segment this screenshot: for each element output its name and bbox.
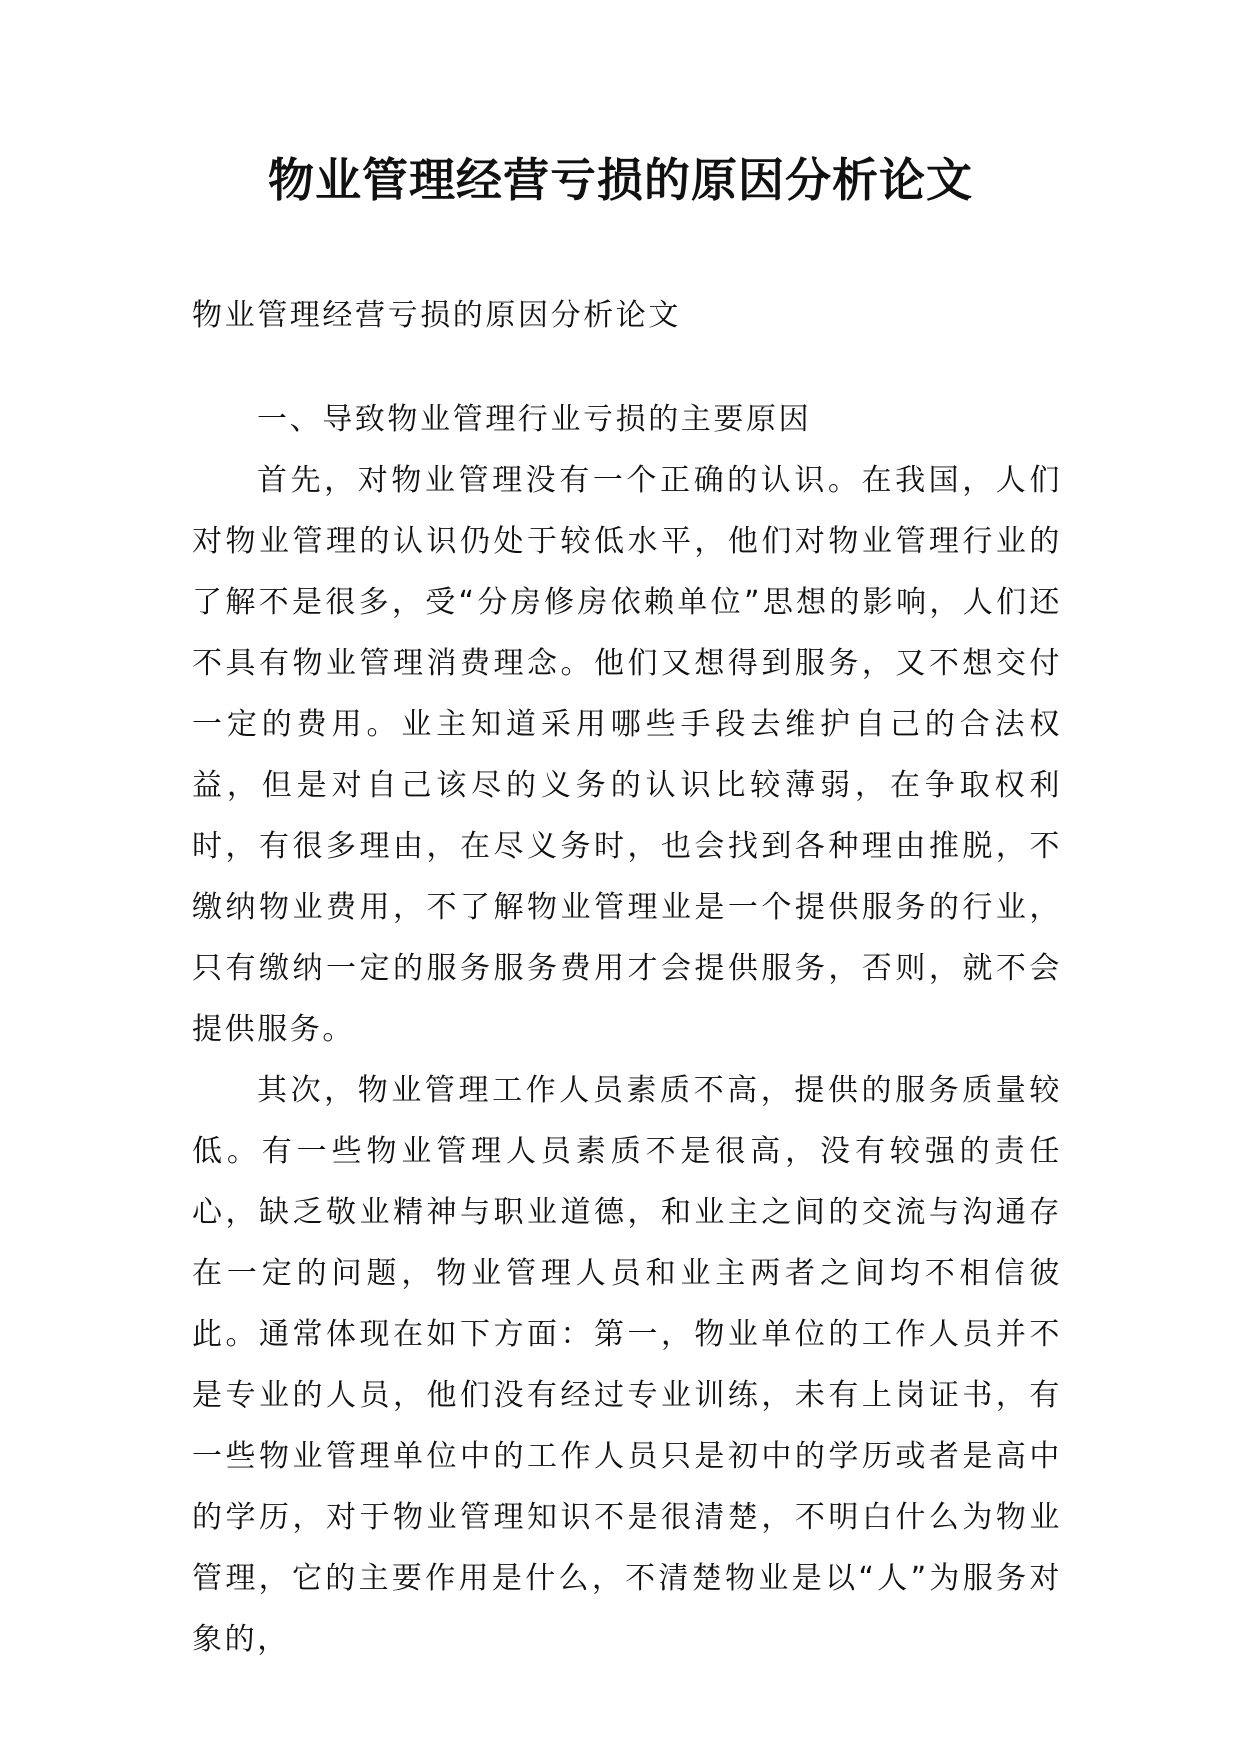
paragraph: 首先，对物业管理没有一个正确的认识。在我国，人们对物业管理的认识仍处于较低水平，他们对物业管理行业的了解不是很多，受“分房修房依赖单位”思想的影响，人们还不具有物业管理消费理念。他们又想得到服务，又不想交付一定的费用。业主知道采用哪些手段去维护自己的合法权益，但是对自己该尽的义务的认识比较薄弱，在争取权利时，有很多理由，在尽义务时，也会找到各种理由推脱，不缴纳物业费用，不了解物业管理业是一个提供服务的行业，只有缴纳一定的服务服务费用才会提供服务，否则，就不会提供服务。 (192, 463, 1062, 1047)
section-heading: 一、导致物业管理行业亏损的主要原因 (257, 402, 812, 437)
paragraph: 其次，物业管理工作人员素质不高，提供的服务质量较低。有一些物业管理人员素质不是很高，没有较强的责任心，缺乏敬业精神与职业道德，和业主之间的交流与沟通存在一定的问题，物业管理人员和业主两者之间均不相信彼此。通常体现在如下方面：第一，物业单位的工作人员并不是专业的人员，他们没有经过专业训练，未有上岗证书，有一些物业管理单位中的工作人员只是初中的学历或者是高中的学历，对于物业管理知识不是很清楚，不明白什么为物业管理，它的主要作用是什么，不清楚物业是以“人”为服务对象的， (192, 1073, 1062, 1657)
document-title: 物业管理经营亏损的原因分析论文 (268, 153, 973, 207)
document-body (192, 285, 1062, 1670)
document-subtitle: 物业管理经营亏损的原因分析论文 (192, 298, 681, 333)
